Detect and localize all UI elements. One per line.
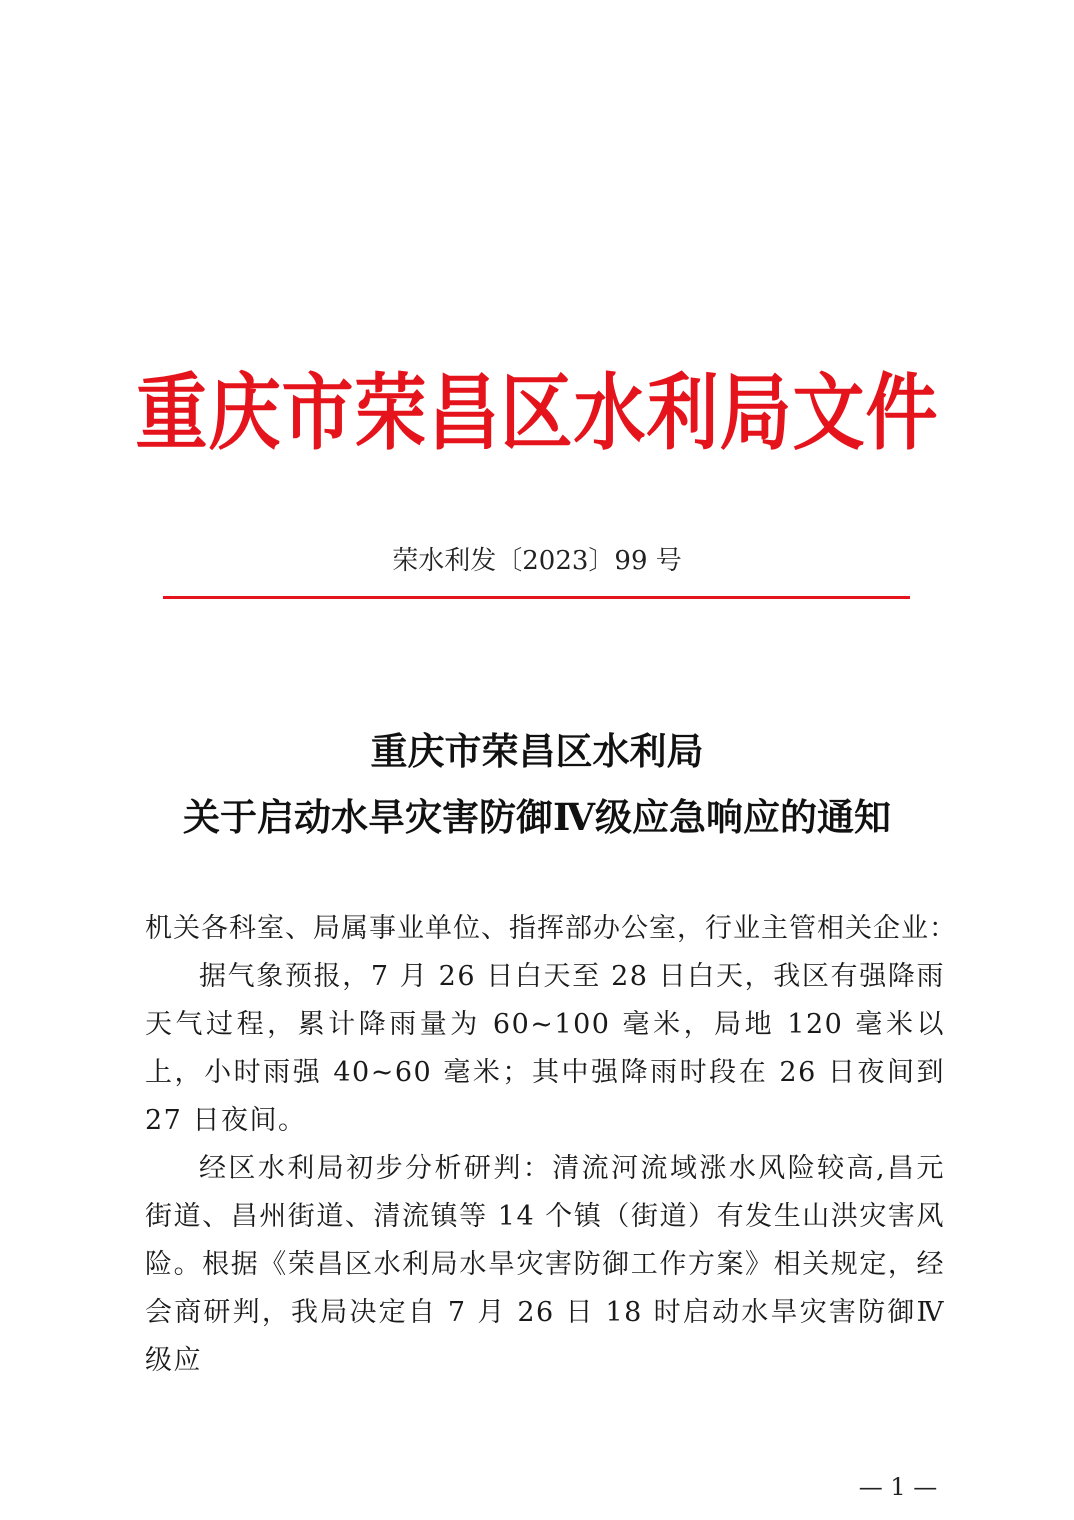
- paragraph-forecast: 据气象预报，7 月 26 日白天至 28 日白天，我区有强降雨天气过程，累计降雨量为 60~100 毫米，局地 120 毫米以上，小时雨强 40~60 毫米；其中强降雨时段在 26 日夜间到 27 日夜间。: [145, 961, 945, 1136]
- red-divider: [163, 596, 910, 599]
- title-line-1: 重庆市荣昌区水利局: [370, 729, 704, 773]
- issuer-banner: 重庆市荣昌区水利局文件: [135, 364, 939, 461]
- body-text: [145, 905, 957, 1385]
- title-line-2: 关于启动水旱灾害防御Ⅳ级应急响应的通知: [183, 795, 891, 839]
- paragraph-analysis: 经区水利局初步分析研判：清流河流域涨水风险较高,昌元街道、昌州街道、清流镇等 14 个镇（街道）有发生山洪灾害风险。根据《荣昌区水利局水旱灾害防御工作方案》相关规定，经会商研判，我局决定自 7 月 26 日 18 时启动水旱灾害防御Ⅳ级应: [145, 1153, 945, 1376]
- salutation: 机关各科室、局属事业单位、指挥部办公室，行业主管相关企业：: [145, 913, 957, 944]
- document-number: 荣水利发〔2023〕99 号: [392, 546, 682, 576]
- page-number: — 1 —: [858, 1473, 938, 1501]
